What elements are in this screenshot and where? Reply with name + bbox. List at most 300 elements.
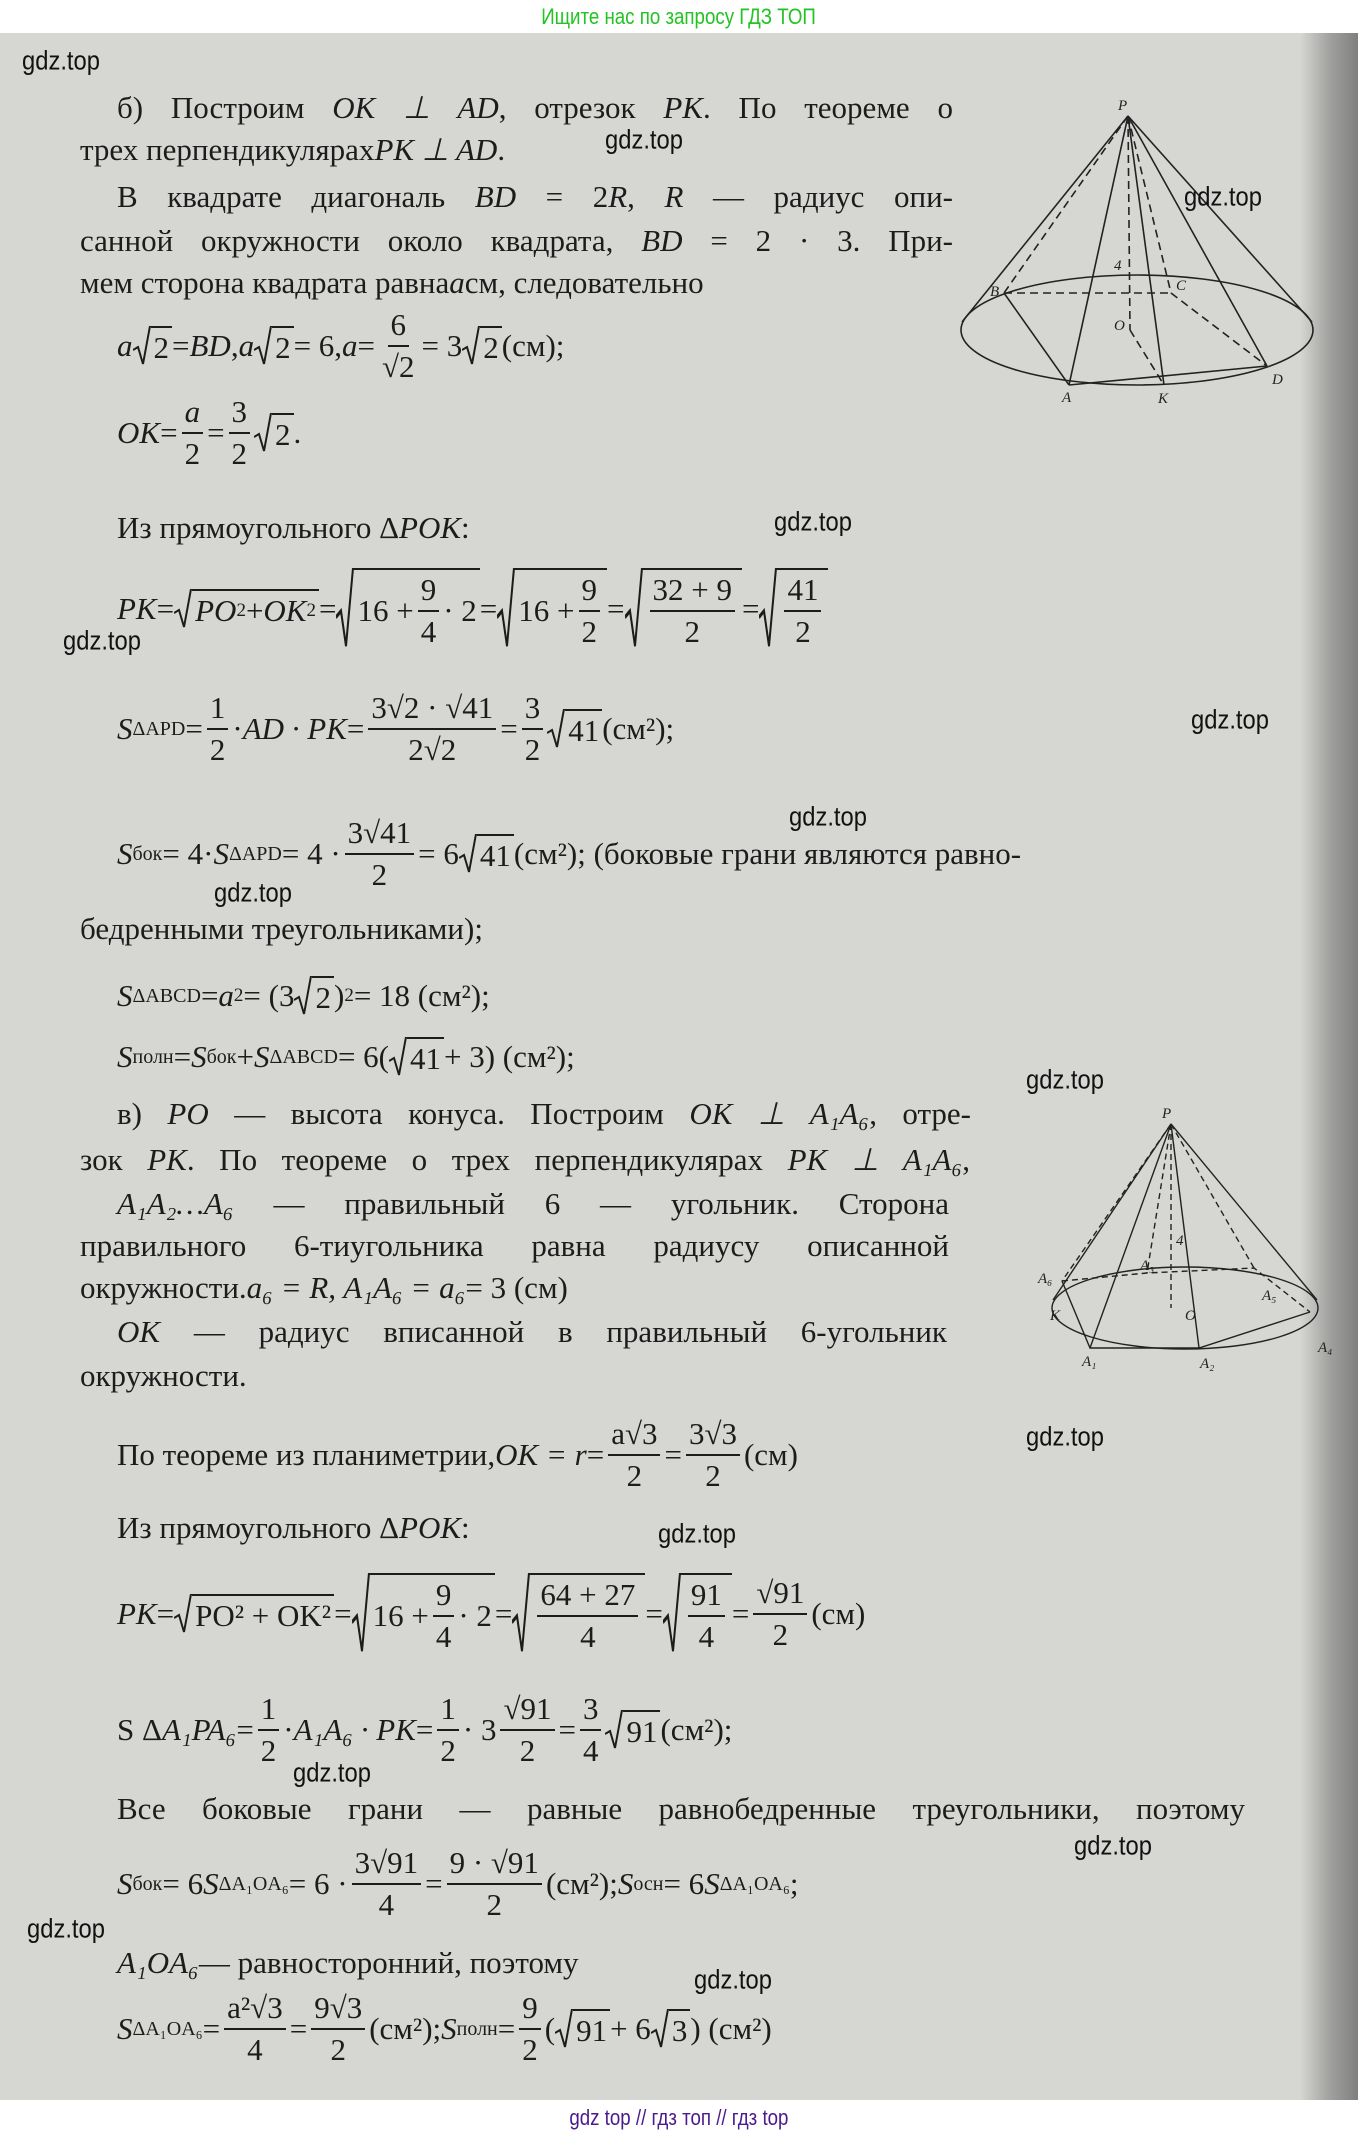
radical-sign-icon (133, 326, 151, 366)
radical-sign-icon (547, 709, 565, 749)
radical-sign-icon (352, 1573, 370, 1655)
text-run: ) (см²) (690, 2011, 772, 2046)
radical-sign-icon (605, 1710, 623, 1750)
fraction (447, 1845, 542, 1923)
math-variable: OK (117, 415, 161, 450)
math-text: 4 (378, 1887, 395, 1922)
text-run: = 6( (337, 1039, 389, 1074)
math-text: 1 (260, 1691, 277, 1726)
text-run: (см); (501, 328, 565, 363)
numerator (500, 1691, 554, 1731)
label-p: P (1118, 98, 1128, 114)
text-run: = (236, 1712, 254, 1747)
fraction (182, 394, 204, 472)
text-run: = (497, 2011, 516, 2046)
subscript: осн (633, 1872, 664, 1895)
subscript: ΔA₁OA₆ (218, 1872, 289, 1895)
math-variable: AD · PK (242, 711, 347, 746)
math-variable: S (617, 1866, 634, 1901)
text-run: 16 + (357, 593, 414, 628)
radicand (515, 568, 607, 650)
math-variable: PO (195, 593, 237, 628)
text-run: окружности. (80, 1270, 247, 1305)
watermark-text: gdz.top (22, 45, 100, 76)
denominator (577, 1617, 599, 1655)
radical-sign-icon (174, 1594, 192, 1634)
numerator (352, 1845, 422, 1885)
text-line (117, 1691, 732, 1769)
cone1-pk (1128, 116, 1164, 385)
fraction (608, 1416, 660, 1494)
math-variable: S (191, 1039, 207, 1074)
math-text: 2 (483, 330, 499, 365)
math-text: 2 (705, 1458, 721, 1493)
text-run: = (173, 1039, 192, 1074)
label-a5: A₅ (1262, 1288, 1277, 1304)
numerator (229, 394, 251, 434)
math-text: 2 (684, 614, 700, 649)
math-text: √91 (756, 1575, 805, 1610)
math-text: 2 (522, 2032, 538, 2067)
text-run: = 6 (162, 1866, 204, 1901)
math-text: 2 (231, 436, 248, 471)
math-text: 91 (576, 2013, 608, 2048)
superscript: 2 (306, 600, 316, 621)
fraction (207, 690, 229, 768)
subscript: ΔAPD (132, 717, 186, 740)
math-variable: PK (147, 1142, 187, 1177)
denominator (702, 1456, 724, 1494)
text-run: = (160, 415, 178, 450)
fraction (229, 394, 251, 472)
text-run: — радиус вписанной в правильный 6-угольник (160, 1314, 947, 1349)
banner-text: Ищите нас по запросу ГДЗ ТОП (541, 4, 817, 29)
denominator (696, 1617, 718, 1655)
text-run: (см²); (боковые грани являются равно- (513, 836, 1022, 871)
subscript: ΔABCD (132, 984, 201, 1007)
text-run: = (607, 591, 625, 626)
text-line (117, 1573, 865, 1655)
numerator (447, 1845, 542, 1885)
text-run: · 2 (458, 1598, 492, 1633)
text-line (117, 1416, 798, 1494)
square-root (663, 1573, 732, 1655)
label-o: O (1114, 318, 1125, 334)
math-text: 2 (519, 1733, 536, 1768)
cone1-ab (1004, 293, 1069, 385)
denominator (517, 1731, 539, 1769)
subscript: бок (132, 1872, 163, 1895)
text-run: ( (544, 2011, 556, 2046)
math-variable: BD (189, 328, 231, 363)
radical-sign-icon (555, 2009, 573, 2049)
watermark-text: gdz.top (293, 1757, 371, 1788)
denominator (258, 1731, 280, 1769)
text-run: (см) (743, 1437, 798, 1472)
text-run: : (461, 1510, 470, 1545)
denominator (522, 730, 544, 768)
text-line (117, 690, 674, 768)
math-text: 9 · √91 (449, 1845, 539, 1880)
text-run: = (172, 328, 190, 363)
text-run: (см²); (369, 2011, 442, 2046)
label-a1: A₁ (1082, 1354, 1097, 1370)
numerator (368, 690, 496, 730)
text-run: = 2 · 3. При- (682, 223, 953, 258)
text-run: = (357, 328, 376, 363)
cone-hexagonal-pyramid-figure (1037, 1106, 1332, 1372)
text-run: санной окружности около квадрата, (80, 223, 642, 258)
denominator (681, 612, 703, 650)
watermark-text: gdz.top (1184, 181, 1262, 212)
text-run: , отрезок (498, 90, 664, 125)
text-run: б) Построим (117, 90, 333, 125)
text-run: = (586, 1437, 605, 1472)
square-root (389, 1037, 444, 1077)
numerator (753, 1575, 807, 1615)
text-run: : (461, 510, 470, 545)
text-run: (см²); (545, 1866, 618, 1901)
fraction (650, 572, 735, 650)
footer-text: gdz top // гдз топ // гдз top (569, 2105, 789, 2130)
watermark-text: gdz.top (1191, 704, 1269, 735)
text-run: = (415, 1712, 434, 1747)
denominator (182, 434, 204, 472)
math-text: 91 (626, 1714, 658, 1749)
math-variable: a (238, 328, 255, 363)
text-line (117, 177, 953, 217)
text-run: — высота конуса. Построим (208, 1096, 690, 1131)
text-run: (см) (811, 1596, 866, 1631)
math-text: 4 (580, 1619, 596, 1654)
math-text: 2 (275, 417, 291, 452)
math-text: 2 (486, 1887, 503, 1922)
watermark-text: gdz.top (1074, 1830, 1152, 1861)
math-variable: OK ⊥ AD (332, 90, 499, 125)
watermark-text: gdz.top (27, 1913, 105, 1944)
math-variable: S (441, 2011, 457, 2046)
text-run: S Δ (117, 1712, 162, 1747)
radical-sign-icon (625, 568, 643, 650)
fraction (519, 1990, 541, 2068)
text-run: = 6 (663, 1866, 705, 1901)
cone1-edge-pa (1069, 116, 1128, 385)
math-text: 9 (435, 1577, 452, 1612)
math-text: 2 (772, 1617, 789, 1652)
label-a2: A₂ (1200, 1356, 1215, 1372)
math-text: 2 (581, 614, 598, 649)
math-variable: POK (399, 510, 462, 545)
text-run: = (731, 1596, 750, 1631)
math-variable: A₁OA₆ (117, 1945, 199, 1980)
text-run: (см²); (602, 711, 675, 746)
math-text: 9 (420, 572, 437, 607)
subscript: ΔA₁OA₆ (132, 2017, 203, 2040)
fraction (686, 1416, 740, 1494)
radicand (480, 326, 502, 366)
math-text: 2 (260, 1733, 277, 1768)
cone1-edge-pc (1128, 116, 1171, 293)
label-a3: A₃ (1140, 1258, 1155, 1274)
cone2-edge (1090, 1124, 1171, 1348)
math-text: 2 (330, 2032, 346, 2067)
math-text: 3 (671, 2013, 688, 2048)
text-line (117, 1510, 470, 1546)
math-text: 2 (275, 330, 291, 365)
label-c: C (1176, 278, 1187, 294)
superscript: 2 (344, 985, 354, 1006)
radical-sign-icon (759, 568, 777, 650)
text-run: = (156, 591, 175, 626)
text-run: = 6 (418, 836, 459, 871)
cone1-edge-pd (1128, 116, 1267, 366)
text-run: , (627, 179, 665, 214)
fraction (224, 1990, 286, 2068)
denominator (580, 1731, 602, 1769)
math-text: 3 (231, 394, 248, 429)
math-variable: A₁A₂…A₆ (117, 1186, 234, 1221)
superscript: 2 (236, 600, 246, 621)
text-run: = (346, 711, 365, 746)
subscript: полн (132, 1045, 174, 1068)
numerator (258, 1691, 280, 1731)
text-run: = (3 (243, 978, 295, 1013)
text-run: · 3 (462, 1712, 497, 1747)
math-variable: OK = r (495, 1437, 587, 1472)
math-text: 41 (479, 838, 511, 873)
math-variable: a (184, 394, 201, 429)
label-b: B (990, 284, 1000, 300)
square-root (625, 568, 742, 650)
fraction (537, 1577, 638, 1655)
text-run: зок (80, 1142, 148, 1177)
text-run: ; (789, 1866, 799, 1901)
radical-sign-icon (512, 1573, 530, 1655)
denominator (433, 1617, 455, 1655)
text-run: = 6 · (288, 1866, 348, 1901)
text-run: бедренными треугольниками); (80, 911, 483, 946)
numerator (579, 572, 601, 612)
subscript: полн (456, 2017, 498, 2040)
math-text: 1 (440, 1691, 456, 1726)
math-variable: S (254, 1039, 270, 1074)
math-variable: S (117, 978, 133, 1013)
math-text: 3 (524, 690, 541, 725)
math-variable: A₁A₆ · PK (293, 1712, 416, 1747)
denominator (792, 612, 814, 650)
fraction (368, 690, 496, 768)
fraction (580, 1691, 602, 1769)
subscript: ΔA₁OA₆ (719, 1872, 790, 1895)
numerator (433, 1577, 455, 1617)
radicand (777, 568, 828, 650)
numerator (311, 1990, 365, 2030)
text-run: правильного 6-тиугольника равна радиусу описанной (80, 1228, 949, 1263)
math-text: 2 (795, 614, 811, 649)
numerator (224, 1990, 286, 2030)
radical-sign-icon (497, 568, 515, 650)
text-run: Из прямоугольного Δ (117, 1510, 400, 1545)
cone1-height (1128, 116, 1130, 330)
denominator (484, 1885, 506, 1923)
denominator (376, 1885, 398, 1923)
radicand (312, 976, 334, 1016)
text-run: = (645, 1596, 663, 1631)
text-run: = (741, 591, 760, 626)
subscript: ΔAPD (228, 842, 282, 865)
text-line (117, 1990, 772, 2068)
square-root (497, 568, 607, 650)
radicand (192, 589, 319, 629)
fraction (437, 1691, 459, 1769)
text-line (80, 132, 505, 168)
text-line (80, 1226, 949, 1266)
math-variable: A₁PA₆ (161, 1712, 237, 1747)
label-p: P (1162, 1106, 1172, 1122)
square-root (352, 1573, 495, 1655)
radical-sign-icon (389, 1037, 407, 1077)
math-text: 64 + 27 (540, 1577, 636, 1612)
math-variable: S (213, 836, 229, 871)
fraction (784, 572, 821, 650)
text-run: · (232, 711, 243, 746)
math-text: √2 (382, 349, 415, 384)
fraction (379, 307, 418, 385)
denominator (579, 612, 601, 650)
denominator (405, 730, 459, 768)
footer-banner (0, 2100, 1358, 2136)
cone1-generatrix (1128, 116, 1312, 322)
text-run: см, следовательно (464, 265, 704, 300)
watermark-text: gdz.top (1026, 1421, 1104, 1452)
radicand (151, 326, 173, 366)
text-run: Из прямоугольного Δ (117, 510, 400, 545)
fraction (258, 1691, 280, 1769)
numerator (784, 572, 821, 612)
radicand (370, 1573, 495, 1655)
numerator (688, 1577, 725, 1617)
numerator (537, 1577, 638, 1617)
fraction (345, 815, 415, 893)
text-run: = (500, 711, 518, 746)
text-run: = 2 (516, 179, 609, 214)
cone2-generatrix (1171, 1124, 1317, 1300)
square-root (459, 834, 514, 874)
text-line (80, 1270, 568, 1306)
math-text: 2 (524, 732, 541, 767)
denominator (229, 434, 251, 472)
square-root (651, 2009, 691, 2049)
text-line (117, 1789, 1245, 1829)
text-line (80, 1140, 970, 1180)
math-variable: S (117, 1866, 133, 1901)
math-text: 3√91 (354, 1845, 419, 1880)
label-a: A (1062, 390, 1072, 406)
label-a4: A₄ (1318, 1340, 1333, 1356)
text-run: трех перпендикулярах (80, 132, 375, 167)
cone1-cd (1171, 293, 1267, 366)
square-root (336, 568, 479, 650)
text-run: = (289, 2011, 308, 2046)
square-root (512, 1573, 645, 1655)
subscript: ΔABCD (269, 1045, 338, 1068)
math-text: 4 (698, 1619, 715, 1654)
text-run: , (230, 328, 239, 363)
text-line (117, 976, 490, 1016)
square-root (174, 589, 319, 629)
text-line (117, 1312, 947, 1352)
square-root (133, 326, 173, 366)
subscript: бок (206, 1045, 237, 1068)
math-text: 4 (435, 1619, 452, 1654)
radicand (192, 1594, 334, 1634)
math-text: 2 (626, 1458, 643, 1493)
math-text: 6 (390, 307, 407, 342)
text-run: = 3 (421, 328, 463, 363)
radical-sign-icon (336, 568, 354, 650)
numerator (437, 1691, 459, 1731)
fraction (433, 1577, 455, 1655)
denominator (437, 1731, 459, 1769)
math-variable: POK (399, 1510, 462, 1545)
text-run: = (200, 978, 219, 1013)
text-run: = 6, (293, 328, 343, 363)
text-run: . (293, 415, 302, 450)
square-root (294, 976, 334, 1016)
denominator (379, 347, 418, 385)
numerator (650, 572, 735, 612)
math-variable: a (449, 265, 465, 300)
denominator (207, 730, 229, 768)
label-k: K (1050, 1308, 1061, 1324)
math-variable: a (342, 328, 358, 363)
text-line (117, 1845, 798, 1923)
cone2-edge (1147, 1124, 1171, 1273)
math-variable: PK ⊥ A₁A₆ (787, 1142, 963, 1177)
watermark-text: gdz.top (789, 801, 867, 832)
cone1-base (961, 275, 1313, 385)
text-line (117, 1184, 949, 1224)
text-run: = 3 (см) (465, 1270, 568, 1305)
label-height: 4 (1176, 1233, 1184, 1249)
radicand (669, 2009, 691, 2049)
math-variable: PK (663, 90, 703, 125)
fraction (418, 572, 440, 650)
numerator (182, 394, 204, 434)
math-text: 9 (581, 572, 598, 607)
denominator (327, 2030, 349, 2068)
radicand (407, 1037, 444, 1077)
math-text: 41 (410, 1041, 441, 1076)
radicand (272, 413, 294, 453)
text-run: 16 + (518, 593, 575, 628)
numerator (608, 1416, 660, 1456)
fraction (311, 1990, 365, 2068)
text-run: — радиус опи- (683, 179, 954, 214)
math-text: 3√3 (688, 1416, 737, 1451)
fraction (352, 1845, 422, 1923)
text-run: , (962, 1142, 971, 1177)
text-run: + (245, 593, 264, 628)
math-variable: PO (167, 1096, 209, 1131)
label-a6: A₆ (1038, 1271, 1053, 1287)
numerator (580, 1691, 602, 1731)
math-variable: PK ⊥ AD (374, 132, 498, 167)
math-text: 2 (184, 436, 201, 471)
square-root (555, 2009, 610, 2049)
math-text: 1 (209, 690, 226, 725)
math-text: 2 (315, 980, 331, 1015)
